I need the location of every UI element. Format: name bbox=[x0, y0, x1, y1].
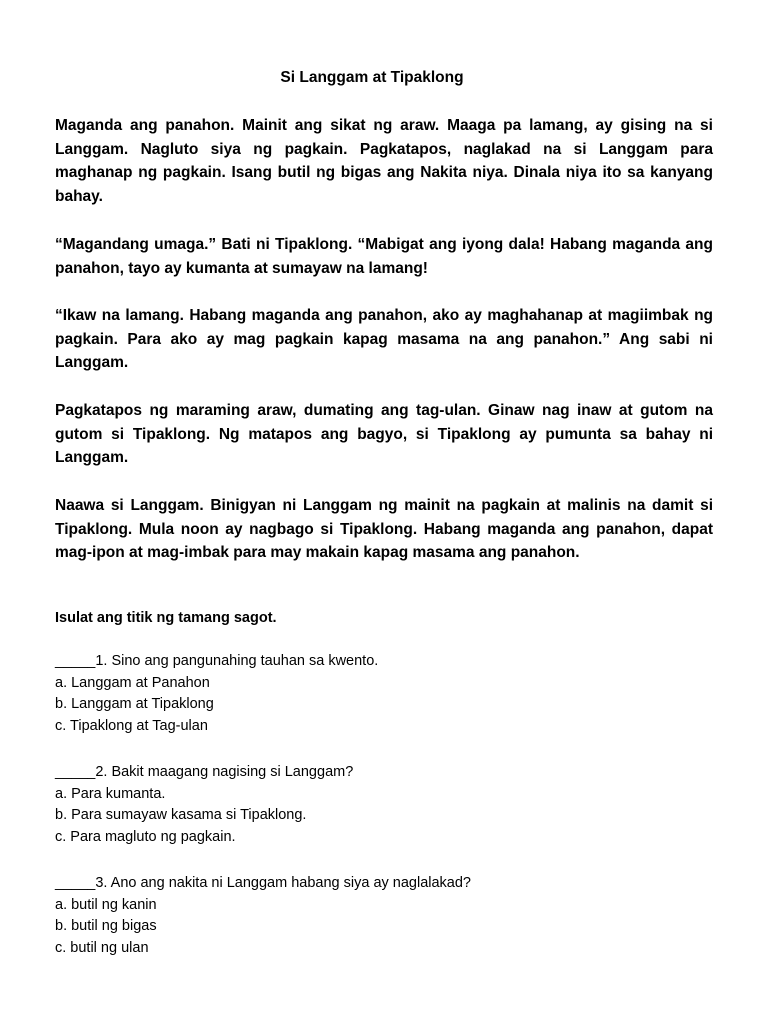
quiz-instruction: Isulat ang titik ng tamang sagot. bbox=[55, 610, 277, 626]
question-1-choice-a: a. Langgam at Panahon bbox=[55, 674, 210, 691]
question-1-choice-c: c. Tipaklong at Tag-ulan bbox=[55, 717, 208, 734]
question-1-text: _____1. Sino ang pangunahing tauhan sa kwento. bbox=[55, 653, 379, 669]
story-paragraph-5: Naawa si Langgam. Binigyan ni Langgam ng mainit na pagkain at malinis na damit si Tipaklong. Mula noon ay nagbago si Tipaklong. Habang maganda ang panahon, dapat mag-ipon at mag-imbak para may makain kapag masama ang panahon. bbox=[55, 497, 713, 561]
story-paragraph-2: “Magandang umaga.” Bati ni Tipaklong. “Mabigat ang iyong dala! Habang maganda ang panahon, tayo ay kumanta at sumayaw na lamang! bbox=[55, 236, 713, 277]
question-3-choice-b: b. butil ng bigas bbox=[55, 918, 157, 934]
question-3-text: _____3. Ano ang nakita ni Langgam habang siya ay naglalakad? bbox=[55, 875, 471, 891]
question-2 bbox=[55, 762, 675, 848]
question-3-choice-c: c. butil ng ulan bbox=[55, 939, 149, 956]
question-1 bbox=[55, 651, 675, 737]
question-2-text: _____2. Bakit maagang nagising si Langgam? bbox=[55, 764, 354, 780]
story-paragraph-3: “Ikaw na lamang. Habang maganda ang panahon, ako ay maghahanap at magiimbak ng pagkain. Para ako ay mag pagkain kapag masama na ang panahon.” Ang sabi ni Langgam. bbox=[55, 307, 713, 371]
question-2-choice-c: c. Para magluto ng pagkain. bbox=[55, 828, 236, 845]
question-1-choice-b: b. Langgam at Tipaklong bbox=[55, 696, 214, 712]
question-2-choice-b: b. Para sumayaw kasama si Tipaklong. bbox=[55, 807, 307, 823]
question-3 bbox=[55, 873, 675, 959]
story-title: Si Langgam at Tipaklong bbox=[280, 69, 464, 86]
story-paragraph-4: Pagkatapos ng maraming araw, dumating ang tag-ulan. Ginaw nag inaw at gutom na gutom si Tipaklong. Ng matapos ang bagyo, si Tipaklong ay pumunta sa bahay ni Langgam. bbox=[55, 402, 713, 466]
story-paragraph-1: Maganda ang panahon. Mainit ang sikat ng araw. Maaga pa lamang, ay gising na si Langgam. Nagluto siya ng pagkain. Pagkatapos, naglakad na si Langgam para maghanap ng pagkain. Isang butil ng bigas ang Nakita niya. Dinala niya ito sa kanyang bahay. bbox=[55, 117, 713, 205]
question-2-choice-a: a. Para kumanta. bbox=[55, 785, 166, 802]
question-3-choice-a: a. butil ng kanin bbox=[55, 896, 157, 913]
